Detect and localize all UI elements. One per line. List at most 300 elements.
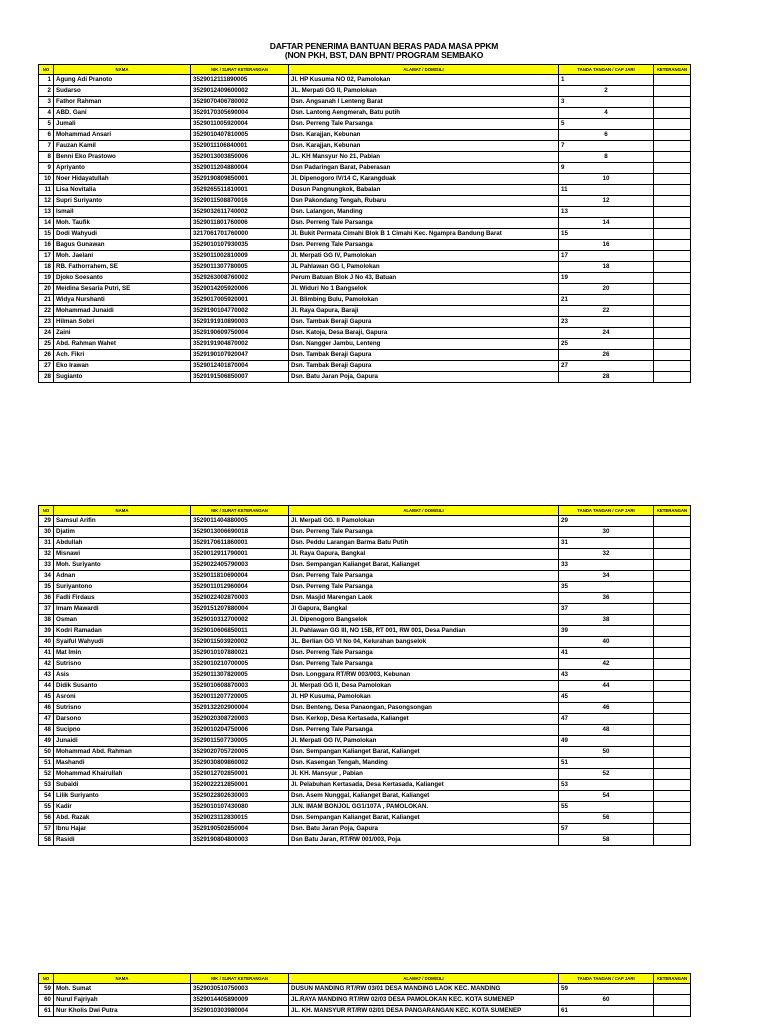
cell-nama: Hilman Sobri: [54, 317, 191, 328]
cell-tanda-tangan: 48: [559, 725, 654, 736]
cell-keterangan: [654, 637, 691, 648]
cell-nama: Ibnu Hajar: [54, 824, 191, 835]
cell-no: 61: [39, 1006, 54, 1017]
cell-no: 48: [39, 725, 54, 736]
cell-no: 35: [39, 582, 54, 593]
cell-nik: 3529010107930035: [191, 240, 289, 251]
cell-nik: 3529265511810001: [191, 185, 289, 196]
column-header-nama: NAMA: [54, 506, 191, 516]
cell-keterangan: [654, 218, 691, 229]
cell-keterangan: [654, 273, 691, 284]
column-header-nik: NIK / SURAT KETERANGAN: [191, 65, 289, 75]
cell-tanda-tangan: 29: [559, 516, 654, 527]
cell-tanda-tangan: 57: [559, 824, 654, 835]
cell-alamat: Dsn. Nangger Jambu, Lenteng: [289, 339, 559, 350]
cell-alamat: Dsn. Batu Jaran Poja, Gapura: [289, 824, 559, 835]
cell-alamat: Jl. Raya Gapura, Bangkal: [289, 549, 559, 560]
cell-nama: Noer Hidayatullah: [54, 174, 191, 185]
cell-alamat: Dsn. Katoja, Desa Baraji, Gapura: [289, 328, 559, 339]
cell-alamat: Jl. Widuri No 1 Bangselok: [289, 284, 559, 295]
cell-no: 46: [39, 703, 54, 714]
cell-keterangan: [654, 516, 691, 527]
cell-nik: 3529011307820005: [191, 670, 289, 681]
cell-nik: 3529012401870004: [191, 361, 289, 372]
cell-nama: Zaini: [54, 328, 191, 339]
cell-alamat: Jl. Merpati GG. II Pamolokan: [289, 516, 559, 527]
cell-nik: 3529010407810005: [191, 130, 289, 141]
cell-keterangan: [654, 802, 691, 813]
cell-no: 43: [39, 670, 54, 681]
document-title: DAFTAR PENERIMA BANTUAN BERAS PADA MASA PPKM: [269, 41, 499, 51]
table-row: [39, 262, 691, 273]
cell-nama: Widya Nurshanti: [54, 295, 191, 306]
cell-nik: 3529010204750006: [191, 725, 289, 736]
cell-nama: Kadir: [54, 802, 191, 813]
cell-nik: 3529190809850001: [191, 174, 289, 185]
cell-no: 29: [39, 516, 54, 527]
table-row: [39, 130, 691, 141]
cell-tanda-tangan: 49: [559, 736, 654, 747]
column-header-nama: NAMA: [54, 65, 191, 75]
column-header-nik: NIK / SURAT KETERANGAN: [191, 506, 289, 516]
cell-keterangan: [654, 670, 691, 681]
table-row: [39, 824, 691, 835]
cell-no: 6: [39, 130, 54, 141]
cell-keterangan: [654, 593, 691, 604]
cell-tanda-tangan: 46: [559, 703, 654, 714]
cell-nik: 3529190107920047: [191, 350, 289, 361]
cell-nama: Djoko Soesanto: [54, 273, 191, 284]
cell-keterangan: [654, 681, 691, 692]
table-row: [39, 984, 691, 995]
cell-keterangan: [654, 1006, 691, 1017]
cell-nik: 3529011005920004: [191, 119, 289, 130]
table-row: [39, 527, 691, 538]
cell-no: 24: [39, 328, 54, 339]
cell-nik: 3529022405790003: [191, 560, 289, 571]
cell-tanda-tangan: 17: [559, 251, 654, 262]
cell-tanda-tangan: 34: [559, 571, 654, 582]
cell-nik: 3529191506850007: [191, 372, 289, 383]
cell-nama: Moh. Suriyanto: [54, 560, 191, 571]
cell-no: 33: [39, 560, 54, 571]
cell-keterangan: [654, 582, 691, 593]
cell-tanda-tangan: 1: [559, 75, 654, 86]
cell-tanda-tangan: 36: [559, 593, 654, 604]
table-row: [39, 725, 691, 736]
cell-nik: 3529170611860001: [191, 538, 289, 549]
cell-tanda-tangan: 54: [559, 791, 654, 802]
cell-alamat: Jl. KH. Mansyur , Pabian: [289, 769, 559, 780]
cell-keterangan: [654, 571, 691, 582]
cell-no: 3: [39, 97, 54, 108]
cell-tanda-tangan: 33: [559, 560, 654, 571]
cell-keterangan: [654, 527, 691, 538]
cell-tanda-tangan: 22: [559, 306, 654, 317]
cell-nama: Eko Irawan: [54, 361, 191, 372]
cell-no: 18: [39, 262, 54, 273]
cell-nik: 3529010107430080: [191, 802, 289, 813]
cell-nama: Mat Imin: [54, 648, 191, 659]
cell-no: 32: [39, 549, 54, 560]
cell-keterangan: [654, 372, 691, 383]
cell-tanda-tangan: 41: [559, 648, 654, 659]
cell-nik: 3529011508870016: [191, 196, 289, 207]
cell-nama: Lilik Suriyanto: [54, 791, 191, 802]
table-row: [39, 560, 691, 571]
cell-no: 47: [39, 714, 54, 725]
cell-nik: 3217061701760000: [191, 229, 289, 240]
cell-nama: Mohammad Khairullah: [54, 769, 191, 780]
column-header-alamat: ALAMAT / DOMISILI: [289, 974, 559, 984]
table-row: [39, 284, 691, 295]
cell-keterangan: [654, 780, 691, 791]
table-row: [39, 549, 691, 560]
cell-nik: 3529014405890009: [191, 995, 289, 1006]
cell-nama: Meidina Sesaria Putri, SE: [54, 284, 191, 295]
cell-no: 5: [39, 119, 54, 130]
cell-alamat: Dsn. Perreng Tale Parsanga: [289, 571, 559, 582]
cell-tanda-tangan: 38: [559, 615, 654, 626]
cell-no: 51: [39, 758, 54, 769]
cell-tanda-tangan: 42: [559, 659, 654, 670]
table-row: [39, 780, 691, 791]
cell-nama: Dodi Wahyudi: [54, 229, 191, 240]
cell-no: 28: [39, 372, 54, 383]
table-row: [39, 615, 691, 626]
cell-nik: 3529032611740002: [191, 207, 289, 218]
cell-keterangan: [654, 835, 691, 846]
cell-keterangan: [654, 284, 691, 295]
cell-no: 12: [39, 196, 54, 207]
cell-nama: Ismail: [54, 207, 191, 218]
cell-nik: 3529022212850001: [191, 780, 289, 791]
table-row: [39, 582, 691, 593]
cell-keterangan: [654, 736, 691, 747]
cell-tanda-tangan: 10: [559, 174, 654, 185]
cell-alamat: Jl. Merpati GG IV, Pamolokan: [289, 736, 559, 747]
cell-keterangan: [654, 538, 691, 549]
cell-nik: 3529010312700002: [191, 615, 289, 626]
cell-no: 27: [39, 361, 54, 372]
table-row: [39, 703, 691, 714]
cell-nama: Sucipno: [54, 725, 191, 736]
cell-alamat: Jl. Bukit Permata Cimahi Blok B 1 Cimahi Kec. Ngampra Bandung Barat: [289, 229, 559, 240]
cell-alamat: Dsn. Karajjan, Kebunan: [289, 130, 559, 141]
cell-nik: 3529011503920002: [191, 637, 289, 648]
table-row: [39, 119, 691, 130]
table-header-row: [39, 65, 691, 75]
cell-tanda-tangan: 44: [559, 681, 654, 692]
cell-nik: 3529190502850004: [191, 824, 289, 835]
table-row: [39, 218, 691, 229]
cell-no: 11: [39, 185, 54, 196]
cell-alamat: Perum Batuan Blok J No 43, Batuan: [289, 273, 559, 284]
cell-keterangan: [654, 328, 691, 339]
cell-keterangan: [654, 549, 691, 560]
cell-no: 23: [39, 317, 54, 328]
cell-nama: Sugianto: [54, 372, 191, 383]
cell-tanda-tangan: 5: [559, 119, 654, 130]
cell-keterangan: [654, 108, 691, 119]
cell-keterangan: [654, 339, 691, 350]
cell-keterangan: [654, 295, 691, 306]
cell-alamat: Dsn. Sempangan Kalianget Barat, Kalianget: [289, 560, 559, 571]
cell-alamat: Dsn. Tambak Beraji Gapura: [289, 350, 559, 361]
cell-keterangan: [654, 75, 691, 86]
cell-keterangan: [654, 659, 691, 670]
cell-no: 10: [39, 174, 54, 185]
cell-tanda-tangan: 18: [559, 262, 654, 273]
cell-nama: Moh. Jaelani: [54, 251, 191, 262]
cell-nama: Didik Susanto: [54, 681, 191, 692]
cell-tanda-tangan: 16: [559, 240, 654, 251]
cell-no: 49: [39, 736, 54, 747]
cell-tanda-tangan: 8: [559, 152, 654, 163]
cell-no: 57: [39, 824, 54, 835]
cell-tanda-tangan: 21: [559, 295, 654, 306]
cell-alamat: Dsn. Perreng Tale Parsanga: [289, 119, 559, 130]
cell-nama: Abd. Razak: [54, 813, 191, 824]
cell-nik: 3529013006690018: [191, 527, 289, 538]
cell-no: 4: [39, 108, 54, 119]
cell-nik: 3529011307780005: [191, 262, 289, 273]
cell-keterangan: [654, 174, 691, 185]
cell-tanda-tangan: 40: [559, 637, 654, 648]
cell-nik: 3529132202900004: [191, 703, 289, 714]
cell-nik: 3529017005920001: [191, 295, 289, 306]
cell-keterangan: [654, 119, 691, 130]
cell-keterangan: [654, 626, 691, 637]
cell-nik: 3529190804800003: [191, 835, 289, 846]
cell-tanda-tangan: 9: [559, 163, 654, 174]
cell-nama: Sutrisno: [54, 659, 191, 670]
cell-tanda-tangan: 58: [559, 835, 654, 846]
cell-no: 8: [39, 152, 54, 163]
cell-nik: 3529011404880005: [191, 516, 289, 527]
cell-keterangan: [654, 350, 691, 361]
cell-no: 53: [39, 780, 54, 791]
cell-tanda-tangan: 12: [559, 196, 654, 207]
cell-no: 26: [39, 350, 54, 361]
table-row: [39, 747, 691, 758]
cell-keterangan: [654, 824, 691, 835]
cell-no: 21: [39, 295, 54, 306]
cell-no: 36: [39, 593, 54, 604]
cell-no: 7: [39, 141, 54, 152]
cell-nik: 3529023112830015: [191, 813, 289, 824]
cell-nama: Benni Eko Prastowo: [54, 152, 191, 163]
cell-keterangan: [654, 86, 691, 97]
cell-nik: 3529011204880004: [191, 163, 289, 174]
cell-nik: 3529010303980004: [191, 1006, 289, 1017]
cell-keterangan: [654, 130, 691, 141]
cell-no: 37: [39, 604, 54, 615]
cell-no: 20: [39, 284, 54, 295]
recipients-table-3: [38, 973, 691, 1017]
cell-alamat: Dsn. Longgara RT/RW 003/003, Kebunan: [289, 670, 559, 681]
table-row: [39, 185, 691, 196]
cell-alamat: Jl. Merpati GG IV, Pamolokan: [289, 251, 559, 262]
cell-nik: 3529170305690004: [191, 108, 289, 119]
cell-alamat: Dsn. Perreng Tale Parsanga: [289, 240, 559, 251]
column-header-ket: KETERANGAN: [654, 506, 691, 516]
cell-tanda-tangan: 45: [559, 692, 654, 703]
cell-nama: Mohammad Junaidi: [54, 306, 191, 317]
table-row: [39, 361, 691, 372]
table-row: [39, 229, 691, 240]
cell-nama: Fauzan Kamil: [54, 141, 191, 152]
cell-nik: 3529011207720005: [191, 692, 289, 703]
cell-tanda-tangan: 51: [559, 758, 654, 769]
table-row: [39, 240, 691, 251]
cell-tanda-tangan: 26: [559, 350, 654, 361]
cell-nama: Moh. Sumat: [54, 984, 191, 995]
cell-alamat: Dsn. Perreng Tale Parsanga: [289, 527, 559, 538]
cell-alamat: Dsn. Angsanah I Lenteng Barat: [289, 97, 559, 108]
cell-alamat: Jl. Raya Gapura, Baraji: [289, 306, 559, 317]
cell-nama: Agung Adi Pranoto: [54, 75, 191, 86]
cell-nik: 3529012111890005: [191, 75, 289, 86]
cell-nama: Mashandi: [54, 758, 191, 769]
table-row: [39, 604, 691, 615]
cell-alamat: Dusun Pangnungkok, Babalan: [289, 185, 559, 196]
table-row: [39, 670, 691, 681]
table-row: [39, 769, 691, 780]
cell-no: 50: [39, 747, 54, 758]
cell-no: 17: [39, 251, 54, 262]
cell-alamat: Dsn Batu Jaran, RT/RW 001/003, Poja: [289, 835, 559, 846]
cell-tanda-tangan: 32: [559, 549, 654, 560]
cell-tanda-tangan: 55: [559, 802, 654, 813]
table-row: [39, 593, 691, 604]
cell-nama: Syaiful Wahyudi: [54, 637, 191, 648]
cell-alamat: Dsn. Sempangan Kalianget Barat, Kalianget: [289, 747, 559, 758]
cell-keterangan: [654, 791, 691, 802]
table-row: [39, 791, 691, 802]
cell-no: 58: [39, 835, 54, 846]
cell-alamat: Dsn. Asem Nunggal, Kalianget Barat, Kalianget: [289, 791, 559, 802]
cell-nik: 3529011002810009: [191, 251, 289, 262]
cell-tanda-tangan: 60: [559, 995, 654, 1006]
cell-no: 15: [39, 229, 54, 240]
cell-tanda-tangan: 11: [559, 185, 654, 196]
cell-no: 59: [39, 984, 54, 995]
cell-nama: Misnawi: [54, 549, 191, 560]
cell-nama: Rasidi: [54, 835, 191, 846]
cell-nama: Mohammad Ansari: [54, 130, 191, 141]
cell-no: 14: [39, 218, 54, 229]
table-header-row: [39, 974, 691, 984]
cell-alamat: Dsn. Batu Jaran Poja, Gapura: [289, 372, 559, 383]
cell-alamat: Dsn Pakondang Tengah, Rubaru: [289, 196, 559, 207]
cell-alamat: Dsn. Perreng Tale Parsanga: [289, 659, 559, 670]
cell-alamat: Jl. Pelabuhan Kertasada, Desa Kertasada, Kalianget: [289, 780, 559, 791]
column-header-nama: NAMA: [54, 974, 191, 984]
cell-alamat: Dsn. Perreng Tale Parsanga: [289, 648, 559, 659]
cell-no: 31: [39, 538, 54, 549]
cell-tanda-tangan: 15: [559, 229, 654, 240]
cell-alamat: JLN. IMAM BONJOL GG1/107A , PAMOLOKAN.: [289, 802, 559, 813]
cell-nama: Fathor Rahman: [54, 97, 191, 108]
cell-alamat: Dsn. Kasengan Tengah, Manding: [289, 758, 559, 769]
cell-tanda-tangan: 28: [559, 372, 654, 383]
table-row: [39, 328, 691, 339]
cell-tanda-tangan: 30: [559, 527, 654, 538]
cell-nama: Subaidi: [54, 780, 191, 791]
table-row: [39, 995, 691, 1006]
cell-nama: Fadli Firdaus: [54, 593, 191, 604]
cell-alamat: Jl. Merpati GG II, Desa Pamolokan: [289, 681, 559, 692]
cell-nama: ABD. Gani: [54, 108, 191, 119]
cell-keterangan: [654, 361, 691, 372]
table-row: [39, 758, 691, 769]
cell-nama: Asis: [54, 670, 191, 681]
cell-no: 52: [39, 769, 54, 780]
cell-no: 42: [39, 659, 54, 670]
cell-no: 30: [39, 527, 54, 538]
table-row: [39, 736, 691, 747]
cell-keterangan: [654, 229, 691, 240]
cell-no: 55: [39, 802, 54, 813]
table-row: [39, 163, 691, 174]
cell-nik: 3529070406780002: [191, 97, 289, 108]
cell-nama: Suriyantono: [54, 582, 191, 593]
cell-tanda-tangan: 3: [559, 97, 654, 108]
column-header-ttd: TANDA TANGAN / CAP JARI: [559, 974, 654, 984]
cell-keterangan: [654, 207, 691, 218]
cell-alamat: Dsn. Peddu Larangan Barma Batu Putih: [289, 538, 559, 549]
column-header-no: NO: [39, 974, 54, 984]
table-row: [39, 538, 691, 549]
cell-nama: Osman: [54, 615, 191, 626]
cell-tanda-tangan: 2: [559, 86, 654, 97]
cell-no: 60: [39, 995, 54, 1006]
cell-nama: Sutrisno: [54, 703, 191, 714]
cell-nama: Junaidi: [54, 736, 191, 747]
cell-alamat: Dsn. Karajjan, Kebunan: [289, 141, 559, 152]
cell-no: 40: [39, 637, 54, 648]
cell-no: 38: [39, 615, 54, 626]
cell-alamat: Dsn. Perreng Tale Parsanga: [289, 218, 559, 229]
cell-nama: Kodri Ramadan: [54, 626, 191, 637]
cell-keterangan: [654, 604, 691, 615]
cell-nama: Bagus Gunawan: [54, 240, 191, 251]
cell-no: 9: [39, 163, 54, 174]
cell-alamat: JL. KH. MANSYUR RT/RW 02/01 DESA PANGARANGAN KEC. KOTA SUMENEP: [289, 1006, 559, 1017]
cell-nik: 3529014205920006: [191, 284, 289, 295]
cell-keterangan: [654, 560, 691, 571]
cell-tanda-tangan: 19: [559, 273, 654, 284]
cell-nama: Moh. Taufik: [54, 218, 191, 229]
cell-no: 2: [39, 86, 54, 97]
table-row: [39, 75, 691, 86]
cell-nik: 3529191904870002: [191, 339, 289, 350]
cell-nik: 3529011507730005: [191, 736, 289, 747]
column-header-alamat: ALAMAT / DOMISILI: [289, 65, 559, 75]
table-row: [39, 317, 691, 328]
cell-tanda-tangan: 61: [559, 1006, 654, 1017]
table-row: [39, 802, 691, 813]
cell-alamat: Jl. Blimbing Bulu, Pamolokan: [289, 295, 559, 306]
cell-nik: 3529010210700005: [191, 659, 289, 670]
cell-tanda-tangan: 50: [559, 747, 654, 758]
cell-keterangan: [654, 152, 691, 163]
cell-alamat: Dsn. Lalangon, Manding: [289, 207, 559, 218]
table-row: [39, 306, 691, 317]
cell-nama: Adnan: [54, 571, 191, 582]
cell-alamat: Dsn. Benteng, Desa Panaongan, Pasongsongan: [289, 703, 559, 714]
